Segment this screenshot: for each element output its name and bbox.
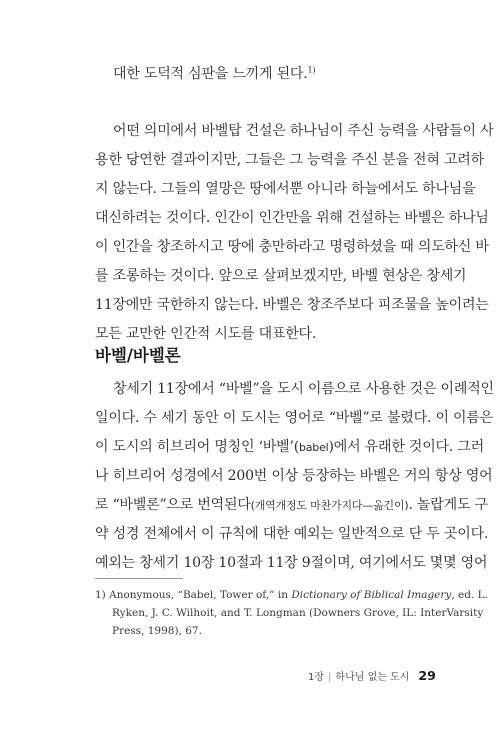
paragraph-line: 11장에만 국한하지 않는다. 바벨은 창조주보다 피조물을 높이려는 xyxy=(95,297,489,313)
paragraph-2 xyxy=(95,375,494,578)
top-paragraph-line xyxy=(95,60,435,89)
footnote-line: Ryken, J. C. Wilhoit, and T. Longman (Downers Grove, IL: InterVarsity xyxy=(112,607,484,619)
footnote-marker: 1) xyxy=(95,589,106,601)
text-segment: . 놀랍게도 구 xyxy=(408,497,488,513)
footer-chapter: 1장 xyxy=(308,672,325,683)
paragraph-line: 예외는 창세기 10장 10절과 11장 9절이며, 여기에서도 몇몇 영어 xyxy=(95,555,488,571)
paragraph-line: 를 조롱하는 것이다. 앞으로 살펴보겠지만, 바벨 현상은 창세기 xyxy=(95,268,467,284)
paragraph-line: 약 성경 전체에서 이 규칙에 대한 예외는 일반적으로 단 두 곳이다. xyxy=(95,526,489,542)
footnote-line xyxy=(95,586,488,604)
footnote-book-title: Dictionary of Biblical Imagery xyxy=(291,589,452,601)
footnote-text: Anonymous, “Babel, Tower of,” in xyxy=(109,589,292,601)
paragraph-line: 지 않는다. 그들의 열망은 땅에서뿐 아니라 하늘에서도 하나님을 xyxy=(95,181,476,197)
page-footer xyxy=(308,668,436,683)
paragraph-1 xyxy=(95,117,494,349)
footnote-text: , ed. L. xyxy=(451,589,488,601)
translator-note: (개역개정도 마찬가지다—옮긴이) xyxy=(250,499,409,512)
page-number: 29 xyxy=(418,668,436,683)
footnote-divider xyxy=(95,578,183,579)
top-paragraph-text: 대한 도덕적 심판을 느끼게 된다. xyxy=(113,66,308,82)
footer-separator: | xyxy=(328,672,332,683)
text-segment: 이 도시의 히브리어 명칭인 ‘바벨’( xyxy=(95,439,299,455)
section-heading: 바벨/바벨론 xyxy=(95,346,181,365)
paragraph-line: 이 인간을 창조하시고 땅에 충만하라고 명령하셨을 때 의도하신 바 xyxy=(95,239,489,255)
paragraph-line: 대신하려는 것이다. 인간이 인간만을 위해 건설하는 바벨은 하나님 xyxy=(95,210,489,226)
footnote xyxy=(95,586,488,640)
paragraph-line: 일이다. 수 세기 동안 이 도시는 영어로 “바벨”로 불렸다. 이 이름은 xyxy=(95,410,494,426)
top-paragraph xyxy=(95,60,435,89)
footnote-reference[interactable]: 1) xyxy=(307,65,316,75)
paragraph-line: 창세기 11장에서 “바벨”을 도시 이름으로 사용한 것은 이례적인 xyxy=(113,381,494,397)
paragraph-line: 용한 당연한 결과이지만, 그들은 그 능력을 주신 분을 전혀 고려하 xyxy=(95,152,484,168)
text-segment: 로 “바벨론”으로 번역된다 xyxy=(95,497,251,513)
paragraph-line: 어떤 의미에서 바벨탑 건설은 하나님이 주신 능력을 사람들이 사 xyxy=(113,123,494,139)
footnote-line: Press, 1998), 67. xyxy=(112,625,202,637)
paragraph-line xyxy=(95,491,488,520)
text-segment: )에서 유래한 것이다. 그러 xyxy=(328,439,485,455)
footer-chapter-title: 하나님 없는 도시 xyxy=(335,672,410,683)
paragraph-line xyxy=(95,433,485,462)
paragraph-line: 모든 교만한 인간적 시도를 대표한다. xyxy=(95,326,317,342)
hebrew-transliteration: babel xyxy=(298,441,329,454)
paragraph-line: 나 히브리어 성경에서 200번 이상 등장하는 바벨은 거의 항상 영어 xyxy=(95,468,493,484)
